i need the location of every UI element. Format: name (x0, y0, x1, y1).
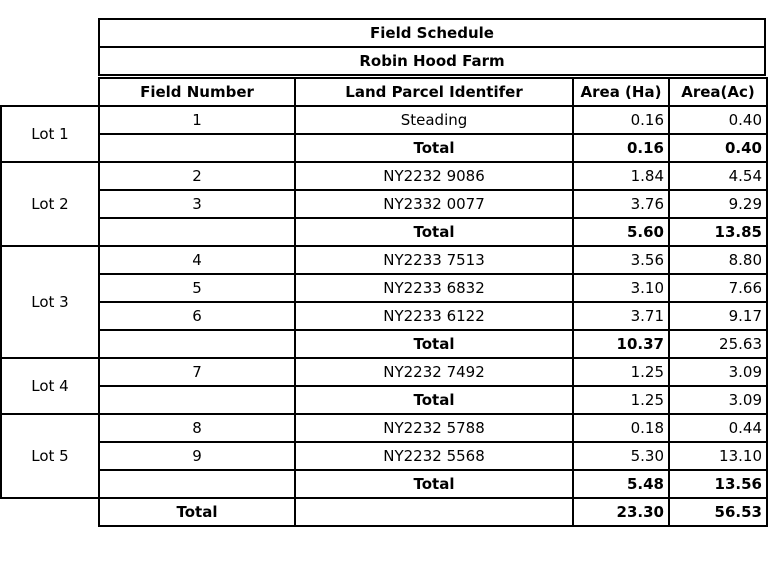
land-parcel-id: NY2232 5568 (295, 442, 573, 470)
lot-total-spacer (99, 386, 295, 414)
grand-total-row (1, 498, 767, 526)
lot-total-ac: 13.85 (669, 218, 767, 246)
field-number: 6 (99, 302, 295, 330)
area-ha: 3.76 (573, 190, 669, 218)
lot-label: Lot 4 (1, 358, 99, 414)
area-ac: 3.09 (669, 358, 767, 386)
field-number: 8 (99, 414, 295, 442)
header-spacer (1, 78, 99, 106)
lot-total-label: Total (295, 386, 573, 414)
lot-total-row (1, 470, 767, 498)
lot-total-label: Total (295, 470, 573, 498)
field-number: 1 (99, 106, 295, 134)
area-ac: 9.17 (669, 302, 767, 330)
lot-label: Lot 1 (1, 106, 99, 162)
header-area-ha: Area (Ha) (573, 78, 669, 106)
field-number: 9 (99, 442, 295, 470)
lot-total-row (1, 330, 767, 358)
header-field-number: Field Number (99, 78, 295, 106)
field-number: 3 (99, 190, 295, 218)
grand-total-ac: 56.53 (669, 498, 767, 526)
lot-total-ac: 25.63 (669, 330, 767, 358)
table-row (1, 302, 767, 330)
schedule-title: Field Schedule (98, 18, 766, 48)
table-row (1, 274, 767, 302)
lot-total-ha: 1.25 (573, 386, 669, 414)
lot-total-label: Total (295, 218, 573, 246)
area-ac: 13.10 (669, 442, 767, 470)
lot-total-label: Total (295, 134, 573, 162)
header-area-ac: Area(Ac) (669, 78, 767, 106)
area-ac: 8.80 (669, 246, 767, 274)
land-parcel-id: NY2233 6832 (295, 274, 573, 302)
field-number: 2 (99, 162, 295, 190)
lot-label: Lot 5 (1, 414, 99, 498)
table-row (1, 162, 767, 190)
table-row (1, 190, 767, 218)
header-row (1, 78, 767, 106)
lot-total-ac: 13.56 (669, 470, 767, 498)
lot-total-spacer (99, 218, 295, 246)
lot-total-ha: 0.16 (573, 134, 669, 162)
table-row (1, 106, 767, 134)
lot-total-row (1, 386, 767, 414)
area-ac: 0.44 (669, 414, 767, 442)
grand-total-label: Total (99, 498, 295, 526)
land-parcel-id: NY2232 7492 (295, 358, 573, 386)
area-ha: 1.84 (573, 162, 669, 190)
land-parcel-id: NY2332 0077 (295, 190, 573, 218)
lot-total-spacer (99, 330, 295, 358)
lot-total-ha: 5.48 (573, 470, 669, 498)
area-ha: 3.56 (573, 246, 669, 274)
land-parcel-id: NY2233 7513 (295, 246, 573, 274)
area-ac: 0.40 (669, 106, 767, 134)
lot-total-ac: 0.40 (669, 134, 767, 162)
field-number: 4 (99, 246, 295, 274)
lot-label: Lot 3 (1, 246, 99, 358)
area-ha: 3.71 (573, 302, 669, 330)
area-ha: 1.25 (573, 358, 669, 386)
grand-total-ha: 23.30 (573, 498, 669, 526)
land-parcel-id: NY2233 6122 (295, 302, 573, 330)
table-row (1, 246, 767, 274)
area-ac: 7.66 (669, 274, 767, 302)
schedule-table (0, 77, 768, 527)
grand-total-spacer (1, 498, 99, 526)
field-number: 5 (99, 274, 295, 302)
table-row (1, 414, 767, 442)
table-row (1, 358, 767, 386)
area-ha: 3.10 (573, 274, 669, 302)
lot-total-spacer (99, 470, 295, 498)
area-ha: 0.16 (573, 106, 669, 134)
land-parcel-id: Steading (295, 106, 573, 134)
lot-total-ha: 5.60 (573, 218, 669, 246)
farm-name: Robin Hood Farm (98, 46, 766, 76)
lot-total-label: Total (295, 330, 573, 358)
land-parcel-id: NY2232 5788 (295, 414, 573, 442)
area-ha: 0.18 (573, 414, 669, 442)
lot-total-ac: 3.09 (669, 386, 767, 414)
lot-total-row (1, 134, 767, 162)
schedule-body (1, 106, 767, 526)
table-row (1, 442, 767, 470)
lot-label: Lot 2 (1, 162, 99, 246)
area-ha: 5.30 (573, 442, 669, 470)
area-ac: 9.29 (669, 190, 767, 218)
lot-total-row (1, 218, 767, 246)
lot-total-ha: 10.37 (573, 330, 669, 358)
land-parcel-id: NY2232 9086 (295, 162, 573, 190)
header-land-parcel: Land Parcel Identifer (295, 78, 573, 106)
area-ac: 4.54 (669, 162, 767, 190)
lot-total-spacer (99, 134, 295, 162)
field-number: 7 (99, 358, 295, 386)
grand-total-blank (295, 498, 573, 526)
